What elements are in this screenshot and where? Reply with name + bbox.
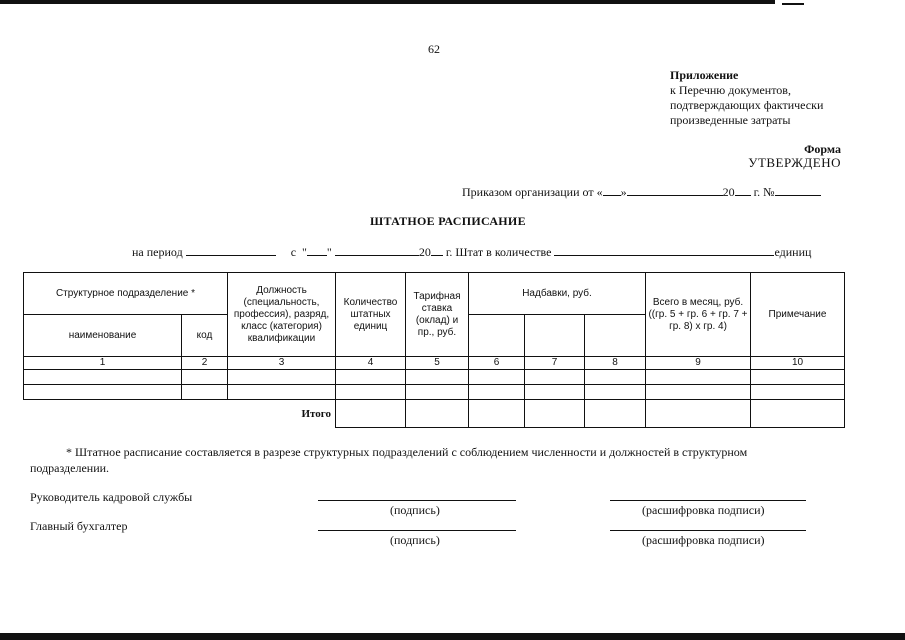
header-staff-count: Количество штатных единиц [336, 273, 406, 357]
column-number: 10 [751, 357, 845, 370]
period-label: на период [132, 245, 183, 259]
accountant-signature-caption: (подпись) [390, 533, 440, 547]
order-quote-close: » [620, 185, 627, 199]
column-number: 5 [406, 357, 469, 370]
total-row [24, 400, 845, 428]
appendix-line: произведенные затраты [670, 113, 791, 127]
hr-decode-line [610, 500, 806, 501]
hr-signature-caption: (подпись) [390, 503, 440, 517]
table-row [24, 370, 845, 385]
period-quote-close: " [326, 245, 332, 259]
period-year-suffix: г. [445, 245, 453, 259]
staff-schedule-table [23, 272, 845, 428]
header-unit-code: код [182, 315, 228, 357]
column-number: 8 [585, 357, 646, 370]
top-scan-edge [0, 0, 775, 4]
order-year-prefix: 20 [722, 185, 735, 199]
hr-signature-line [318, 500, 516, 501]
period-from: с [290, 245, 297, 259]
header-allowances: Надбавки, руб. [469, 273, 646, 315]
allowance-subcol [469, 315, 525, 357]
chief-accountant-label: Главный бухгалтер [30, 519, 128, 533]
column-number-row [24, 357, 845, 370]
period-year-blank [431, 244, 443, 256]
hr-head-label: Руководитель кадровой службы [30, 490, 193, 504]
allowance-subcol [585, 315, 646, 357]
order-year-suffix: г. № [753, 185, 775, 199]
column-number: 7 [525, 357, 585, 370]
period-line [132, 244, 811, 260]
column-number: 6 [469, 357, 525, 370]
total-label: Итого [301, 407, 331, 420]
column-number: 3 [228, 357, 336, 370]
top-scan-edge-fragment [782, 3, 804, 5]
order-line [462, 184, 821, 200]
appendix-title: Приложение [670, 68, 739, 82]
header-unit-name: наименование [24, 315, 182, 357]
table-row [24, 385, 845, 400]
period-quote-open: " [302, 245, 307, 259]
period-year-prefix: 20 [418, 245, 431, 259]
order-day-blank [603, 184, 621, 196]
period-blank [186, 244, 276, 256]
staff-count-blank [554, 244, 774, 256]
approved-label: УТВЕРЖДЕНО [748, 155, 841, 170]
column-number: 4 [336, 357, 406, 370]
appendix-line: к Перечню документов, [670, 83, 791, 97]
allowance-subcol [525, 315, 585, 357]
header-monthly-total: Всего в месяц, руб. ((гр. 5 + гр. 6 + гр. 7 + гр. 8) х гр. 4) [646, 273, 751, 357]
accountant-decode-line [610, 530, 806, 531]
order-prefix: Приказом организации от « [462, 185, 603, 199]
column-number: 2 [182, 357, 228, 370]
appendix-block [670, 68, 823, 128]
page-number: 62 [428, 42, 440, 56]
header-structural-unit: Структурное подразделение * [24, 273, 228, 315]
bottom-scan-edge [0, 633, 905, 640]
staff-label: Штат в количестве [455, 245, 552, 259]
header-position: Должность (специальность, профессия), разряд, класс (категория) квалификации [228, 273, 336, 357]
period-month-blank [335, 244, 419, 256]
accountant-signature-line [318, 530, 516, 531]
accountant-decode-caption: (расшифровка подписи) [642, 533, 765, 547]
hr-decode-caption: (расшифровка подписи) [642, 503, 765, 517]
staff-units: единиц [774, 245, 812, 259]
form-label: Форма [804, 142, 841, 156]
header-tariff-rate: Тарифная ставка (оклад) и пр., руб. [406, 273, 469, 357]
footnote: * Штатное расписание составляется в разрезе структурных подразделений с соблюдением численности и должностей в структурном подразделении. [30, 445, 748, 475]
column-number: 9 [646, 357, 751, 370]
period-day-blank [307, 244, 327, 256]
column-number: 1 [24, 357, 182, 370]
order-year-blank [735, 184, 751, 196]
header-note: Примечание [751, 273, 845, 357]
appendix-line: подтверждающих фактически [670, 98, 824, 112]
document-title: ШТАТНОЕ РАСПИСАНИЕ [370, 214, 526, 228]
order-month-blank [627, 184, 723, 196]
order-number-blank [775, 184, 821, 196]
